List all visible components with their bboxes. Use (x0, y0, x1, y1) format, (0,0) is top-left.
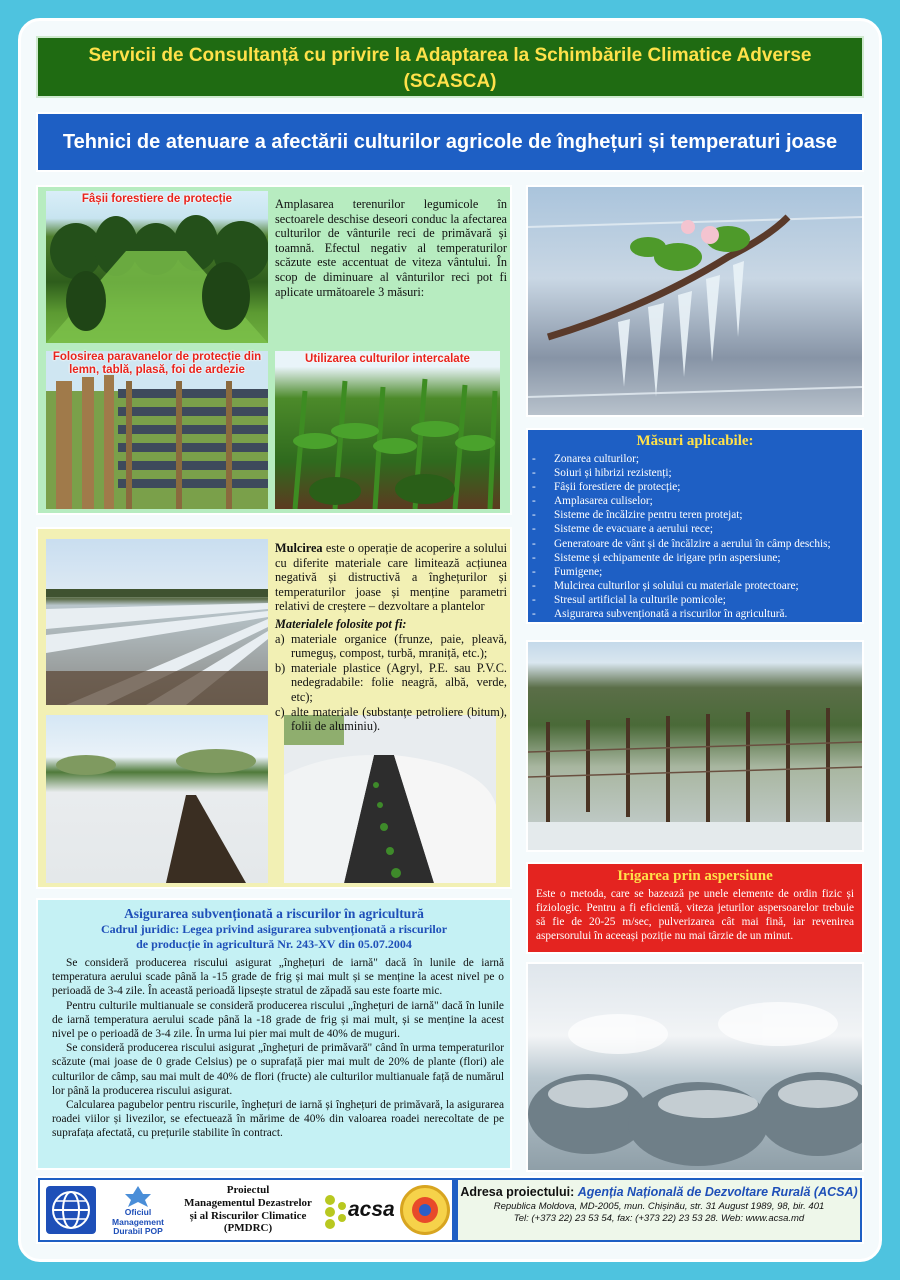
irrigation-text: Este o metoda, care se bazează pe unele elemente de ordin fizic și fiziologic. Pentru a fi eficientă, viteza jeturilor aspersoarelor trebuie să fie de 20-25 m/sec, pulverizarea cât mai fină, iar revenirea aspersorului în aceeași poziție nu mai târzie de un minut. (536, 888, 854, 942)
wind-protection-panel (36, 185, 512, 515)
mulching-materials (275, 617, 507, 734)
pop-emblem-icon (123, 1184, 153, 1208)
material-item: b) materiale plastice (Agryl, P.E. sau P.V.C. nedegradabile: folie neagră, albă, verde, etc); (275, 660, 507, 704)
applicable-measures-panel (526, 428, 864, 624)
list-item: - Generatoare de vânt și de încălzire a aerului în câmp deschis; (528, 537, 862, 551)
partner-logos (40, 1180, 452, 1240)
frozen-blossom-photo (526, 185, 864, 417)
material-item: a) materiale organice (frunze, paie, pleavă, rumeguș, compost, turbă, mraniță, etc.); (275, 631, 507, 661)
wind-text: Amplasarea terenurilor legumicole în sectoarele deschise deseori conduc la afectarea culturilor de vânturile reci de primăvară și toamnă. Efectul negativ al temperaturilor scăzute este accentuat de viteza vântului. În scop de diminuare al vânturilor reci pot fi aplicate următoarele 3 măsuri: (275, 197, 507, 299)
pop-line1: Oficiul (124, 1207, 152, 1217)
insurance-legal-line1: Cadrul juridic: Legea privind asigurarea subvenționată a riscurilor (100, 922, 448, 936)
insurance-paragraph: Calcularea pagubelor pentru riscurile, înghețuri de iarnă și înghețuri de primăvară, la asigurarea roadei viilor și livezilor, se efectuează în mărime de 40% din valoarea roadei nerecoltate de pe suprafața afectată, cu prețurile stabilite în contract. (52, 1099, 504, 1140)
vineyard-illustration (528, 642, 862, 850)
mulching-definition: este o operație de acoperire a solului cu diferite materiale care limitează acțiunea negativă și distructivă a înghețurilor și temperaturilor joase și menține parametri relativi de creștere – dezvoltare a plantelor (275, 541, 507, 614)
pop-logo (104, 1184, 172, 1238)
forest-strip-photo (46, 191, 268, 343)
irrigation-title: Irigarea prin aspersiune (617, 868, 773, 884)
insurance-paragraph: Se consideră producerea riscului asigurat „înghețuri de primăvară" când în urma temperaturilor scăzute (mai joase de 0 grade Celsius) pe o suprafață pier mai mult de 20% de plante (flori) ale culturilor de câmp, sau mai mult de 40% de flori (fructe) ale culturilor multianuale față de numărul lor până la producerea riscului asigurat. (52, 1042, 504, 1097)
acsa-logo (322, 1190, 394, 1232)
list-item: - Soiuri și hibrizi rezistenți; (528, 466, 862, 480)
row-cover-field-photo (46, 715, 268, 883)
seal-emblem-icon (403, 1188, 447, 1232)
main-title-bar (36, 36, 864, 98)
address-heading (458, 1185, 860, 1199)
list-item: - Sisteme și echipamente de irigare prin aspersiune; (528, 551, 862, 565)
address-line2: Republica Moldova, MD-2005, mun. Chișinău, str. 31 August 1989, 98, bir. 401 (493, 1201, 825, 1212)
list-item: - Zonarea culturilor; (528, 452, 862, 466)
address-line3: Tel: (+373 22) 23 53 54, fax: (+373 22) 23 53 28. Web: www.acsa.md (513, 1213, 805, 1224)
sprinkler-irrigation-panel (526, 862, 864, 954)
intercropping-photo (275, 351, 500, 509)
intercropping-illustration (275, 351, 500, 509)
measures-title: Măsuri aplicabile: (636, 433, 754, 449)
mulching-term: Mulcirea (275, 541, 323, 555)
mulched-field-photo (46, 539, 268, 705)
caption-intercropping: Utilizarea culturilor intercalate (305, 353, 470, 365)
list-item: - Stresul artificial la culturile pomicole; (528, 593, 862, 607)
mulched-field-illustration (46, 539, 268, 705)
list-item: - Sisteme de încălzire pentru teren protejat; (528, 508, 862, 522)
caption-forest-strips: Fâșii forestiere de protecție (81, 193, 233, 205)
vineyard-photo (526, 640, 864, 852)
materials-title: Materialele folosite pot fi: (275, 617, 407, 631)
insurance-title: Asigurarea subvenționată a riscurilor în agricultură (124, 906, 424, 921)
tunnel-cover-illustration (284, 715, 496, 883)
list-item: - Fumigene; (528, 565, 862, 579)
pop-line2: Management (112, 1216, 164, 1227)
list-item: - Fâșii forestiere de protecție; (528, 480, 862, 494)
caption-windbreak-screens: Folosirea paravanelor de protecție din lemn, tablă, plasă, foi de ardezie (52, 351, 262, 376)
measures-list (528, 452, 862, 621)
frozen-blossom-illustration (528, 187, 862, 415)
material-item: c) alte materiale (substanțe petroliere (bitum), folii de aluminiu). (275, 704, 507, 734)
sprinkler-frost-illustration (528, 964, 862, 1170)
insurance-paragraph: Pentru culturile multianuale se consideră producerea riscului „înghețuri de iarnă" dacă în lunile de iarnă temperatura aerului scade până la -18 grade de frig și mai mult, și se menține la acest nivel pe o perioadă de 3-4 zile. În urma lui pier mai mult de 40% de muguri. (52, 999, 504, 1041)
insurance-panel (36, 898, 512, 1170)
list-item: - Amplasarea culiselor; (528, 494, 862, 508)
address-label: Adresa proiectului: (460, 1185, 575, 1199)
insurance-paragraph: Se consideră producerea riscului asigurat „înghețuri de iarnă" dacă în lunile de iarnă temperatura aerului scade până la -15 grade de frig și mai mult și se menține la acest nivel pe o perioadă de 3-4 zile. În această perioadă lipsește stratul de zăpadă sau este foarte mic. (52, 957, 504, 998)
main-title-line1: Servicii de Consultanță cu privire la Adaptarea la Schimbările Climatice Adverse (88, 45, 812, 66)
globe-icon (46, 1186, 96, 1234)
forest-strip-illustration (46, 191, 268, 343)
pop-line3: Durabil POP (113, 1226, 163, 1236)
row-cover-illustration (46, 715, 268, 883)
project-address (458, 1180, 860, 1240)
main-title-line2: (SCASCA) (403, 71, 497, 92)
list-item: - Mulcirea culturilor și solului cu materiale protectoare; (528, 579, 862, 593)
address-agency: Agenția Națională de Dezvoltare Rurală (ACSA) (577, 1185, 858, 1199)
subtitle-text: Tehnici de atenuare a afectării culturilor agricole de înghețuri și temperaturi joase (62, 131, 838, 153)
world-bank-logo (46, 1186, 96, 1234)
list-item: - Asigurarea subvenționată a riscurilor în agricultură. (528, 607, 862, 621)
sprinkler-frost-photo (526, 962, 864, 1172)
project-name: Proiectul Managementul Dezastrelor și al Riscurilor Climatice (PMDRC) (184, 1184, 312, 1235)
insurance-paragraphs (52, 956, 504, 1141)
mulching-text (275, 541, 507, 614)
tunnel-cover-photo (284, 715, 496, 883)
seal-logo (400, 1185, 450, 1235)
mulching-panel (36, 527, 512, 889)
insurance-legal-line2: de producție în agricultură Nr. 243-XV din 05.07.2004 (136, 937, 412, 951)
list-item: - Sisteme de evacuare a aerului rece; (528, 522, 862, 536)
subtitle-bar (36, 112, 864, 172)
acsa-logo-text: acsa (348, 1198, 395, 1221)
